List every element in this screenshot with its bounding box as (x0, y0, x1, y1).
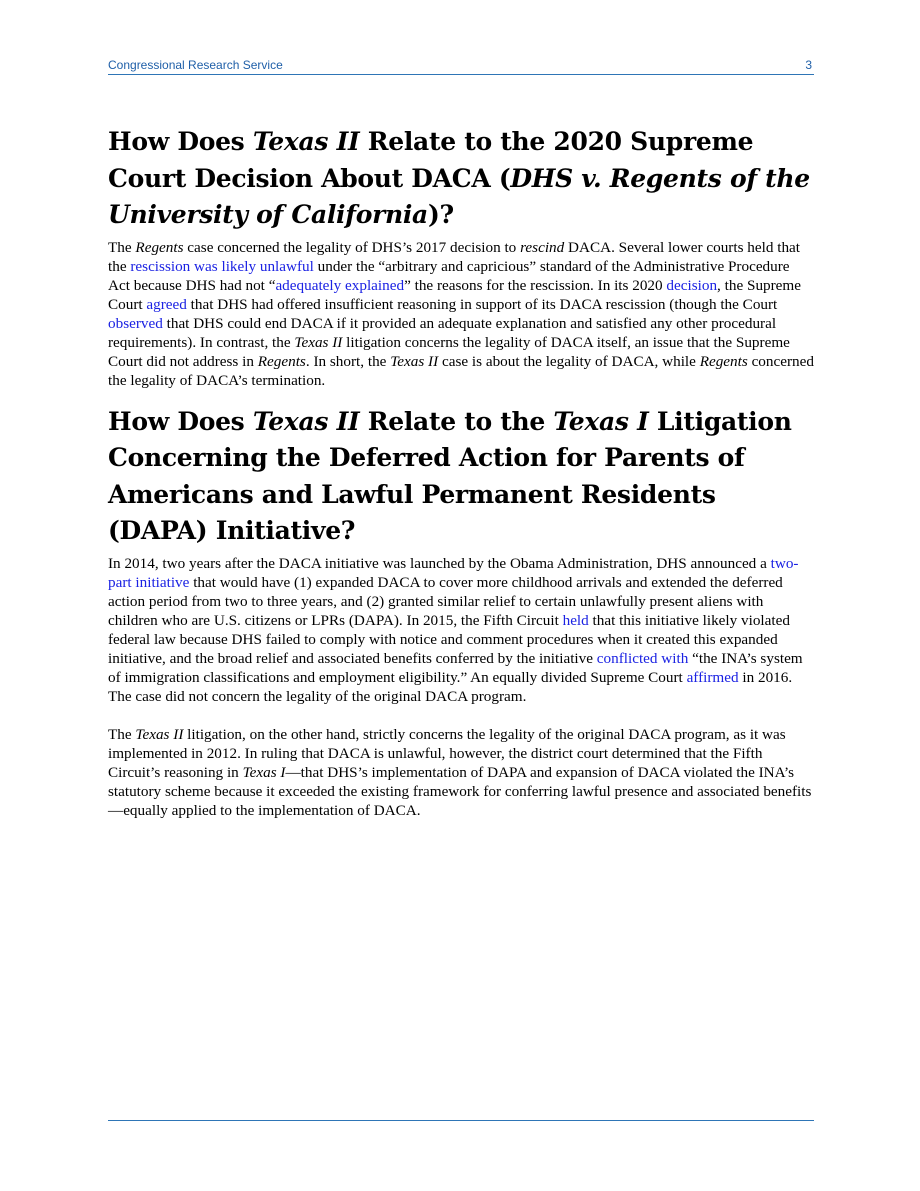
link-agreed[interactable]: agreed (146, 295, 187, 313)
link-two-part-initiative[interactable]: two-part initiative (108, 554, 799, 591)
section-heading-texas-i: How Does Texas II Relate to the Texas I Litigation Concerning the Deferred Action for Parents of Americans and Lawful Permanent Residents (DAPA) Initiative? (108, 406, 792, 545)
link-observed[interactable]: observed (108, 314, 163, 332)
footer-divider (108, 1120, 814, 1121)
header-source: Congressional Research Service (108, 58, 283, 72)
section-heading-regents: How Does Texas II Relate to the 2020 Supreme Court Decision About DACA (DHS v. Regents of the University of California)? (108, 127, 810, 229)
paragraph-texas-ii: The Texas II litigation, on the other hand, strictly concerns the legality of the original DACA program, as it was implemented in 2012. In ruling that DACA is unlawful, however, the district court determined that the Fifth Circuit’s reasoning in Texas I—that DHS’s implementation of DAPA and expansion of DACA violated the INA’s statutory scheme because it exceeded the existing framework for conferring lawful presence and associated benefits—equally applied to the implementation of DACA. (108, 725, 812, 819)
link-adequately-explained[interactable]: adequately explained (275, 276, 405, 294)
link-affirmed[interactable]: affirmed (686, 668, 739, 686)
link-rescission-unlawful[interactable]: rescission was likely unlawful (130, 257, 314, 275)
page-number: 3 (805, 58, 812, 72)
page-header (108, 56, 814, 75)
link-conflicted-with[interactable]: conflicted with (596, 649, 689, 667)
paragraph-dapa: In 2014, two years after the DACA initiative was launched by the Obama Administration, DHS announced a two-part initiative that would have (1) expanded DACA to cover more childhood arrivals and extended the deferred action period from two to three years, and (2) granted similar relief to certain unlawfully present aliens with children who are U.S. citizens or LPRs (DAPA). In 2015, the Fifth Circuit held that this initiative likely violated federal law because DHS failed to comply with notice and comment procedures when it created this expanded initiative, and the broad relief and associated benefits conferred by the initiative conflicted with “the INA’s system of immigration classifications and employment eligibility.” An equally divided Supreme Court affirmed in 2016. The case did not concern the legality of the original DACA program. (108, 554, 803, 705)
link-decision[interactable]: decision (666, 276, 718, 294)
paragraph-regents: The Regents case concerned the legality of DHS’s 2017 decision to rescind DACA. Several lower courts held that the rescission was likely unlawful under the “arbitrary and capricious” standard of the Administrative Procedure Act because DHS had not “adequately explained” the reasons for the rescission. In its 2020 decision, the Supreme Court agreed that DHS had offered insufficient reasoning in support of its DACA rescission (though the Court observed that DHS could end DACA if it provided an adequate explanation and satisfied any other procedural requirements). In contrast, the Texas II litigation concerns the legality of DACA itself, an issue that the Supreme Court did not address in Regents. In short, the Texas II case is about the legality of DACA, while Regents concerned the legality of DACA’s termination. (108, 238, 814, 389)
document-body (108, 124, 814, 820)
link-held[interactable]: held (562, 611, 589, 629)
